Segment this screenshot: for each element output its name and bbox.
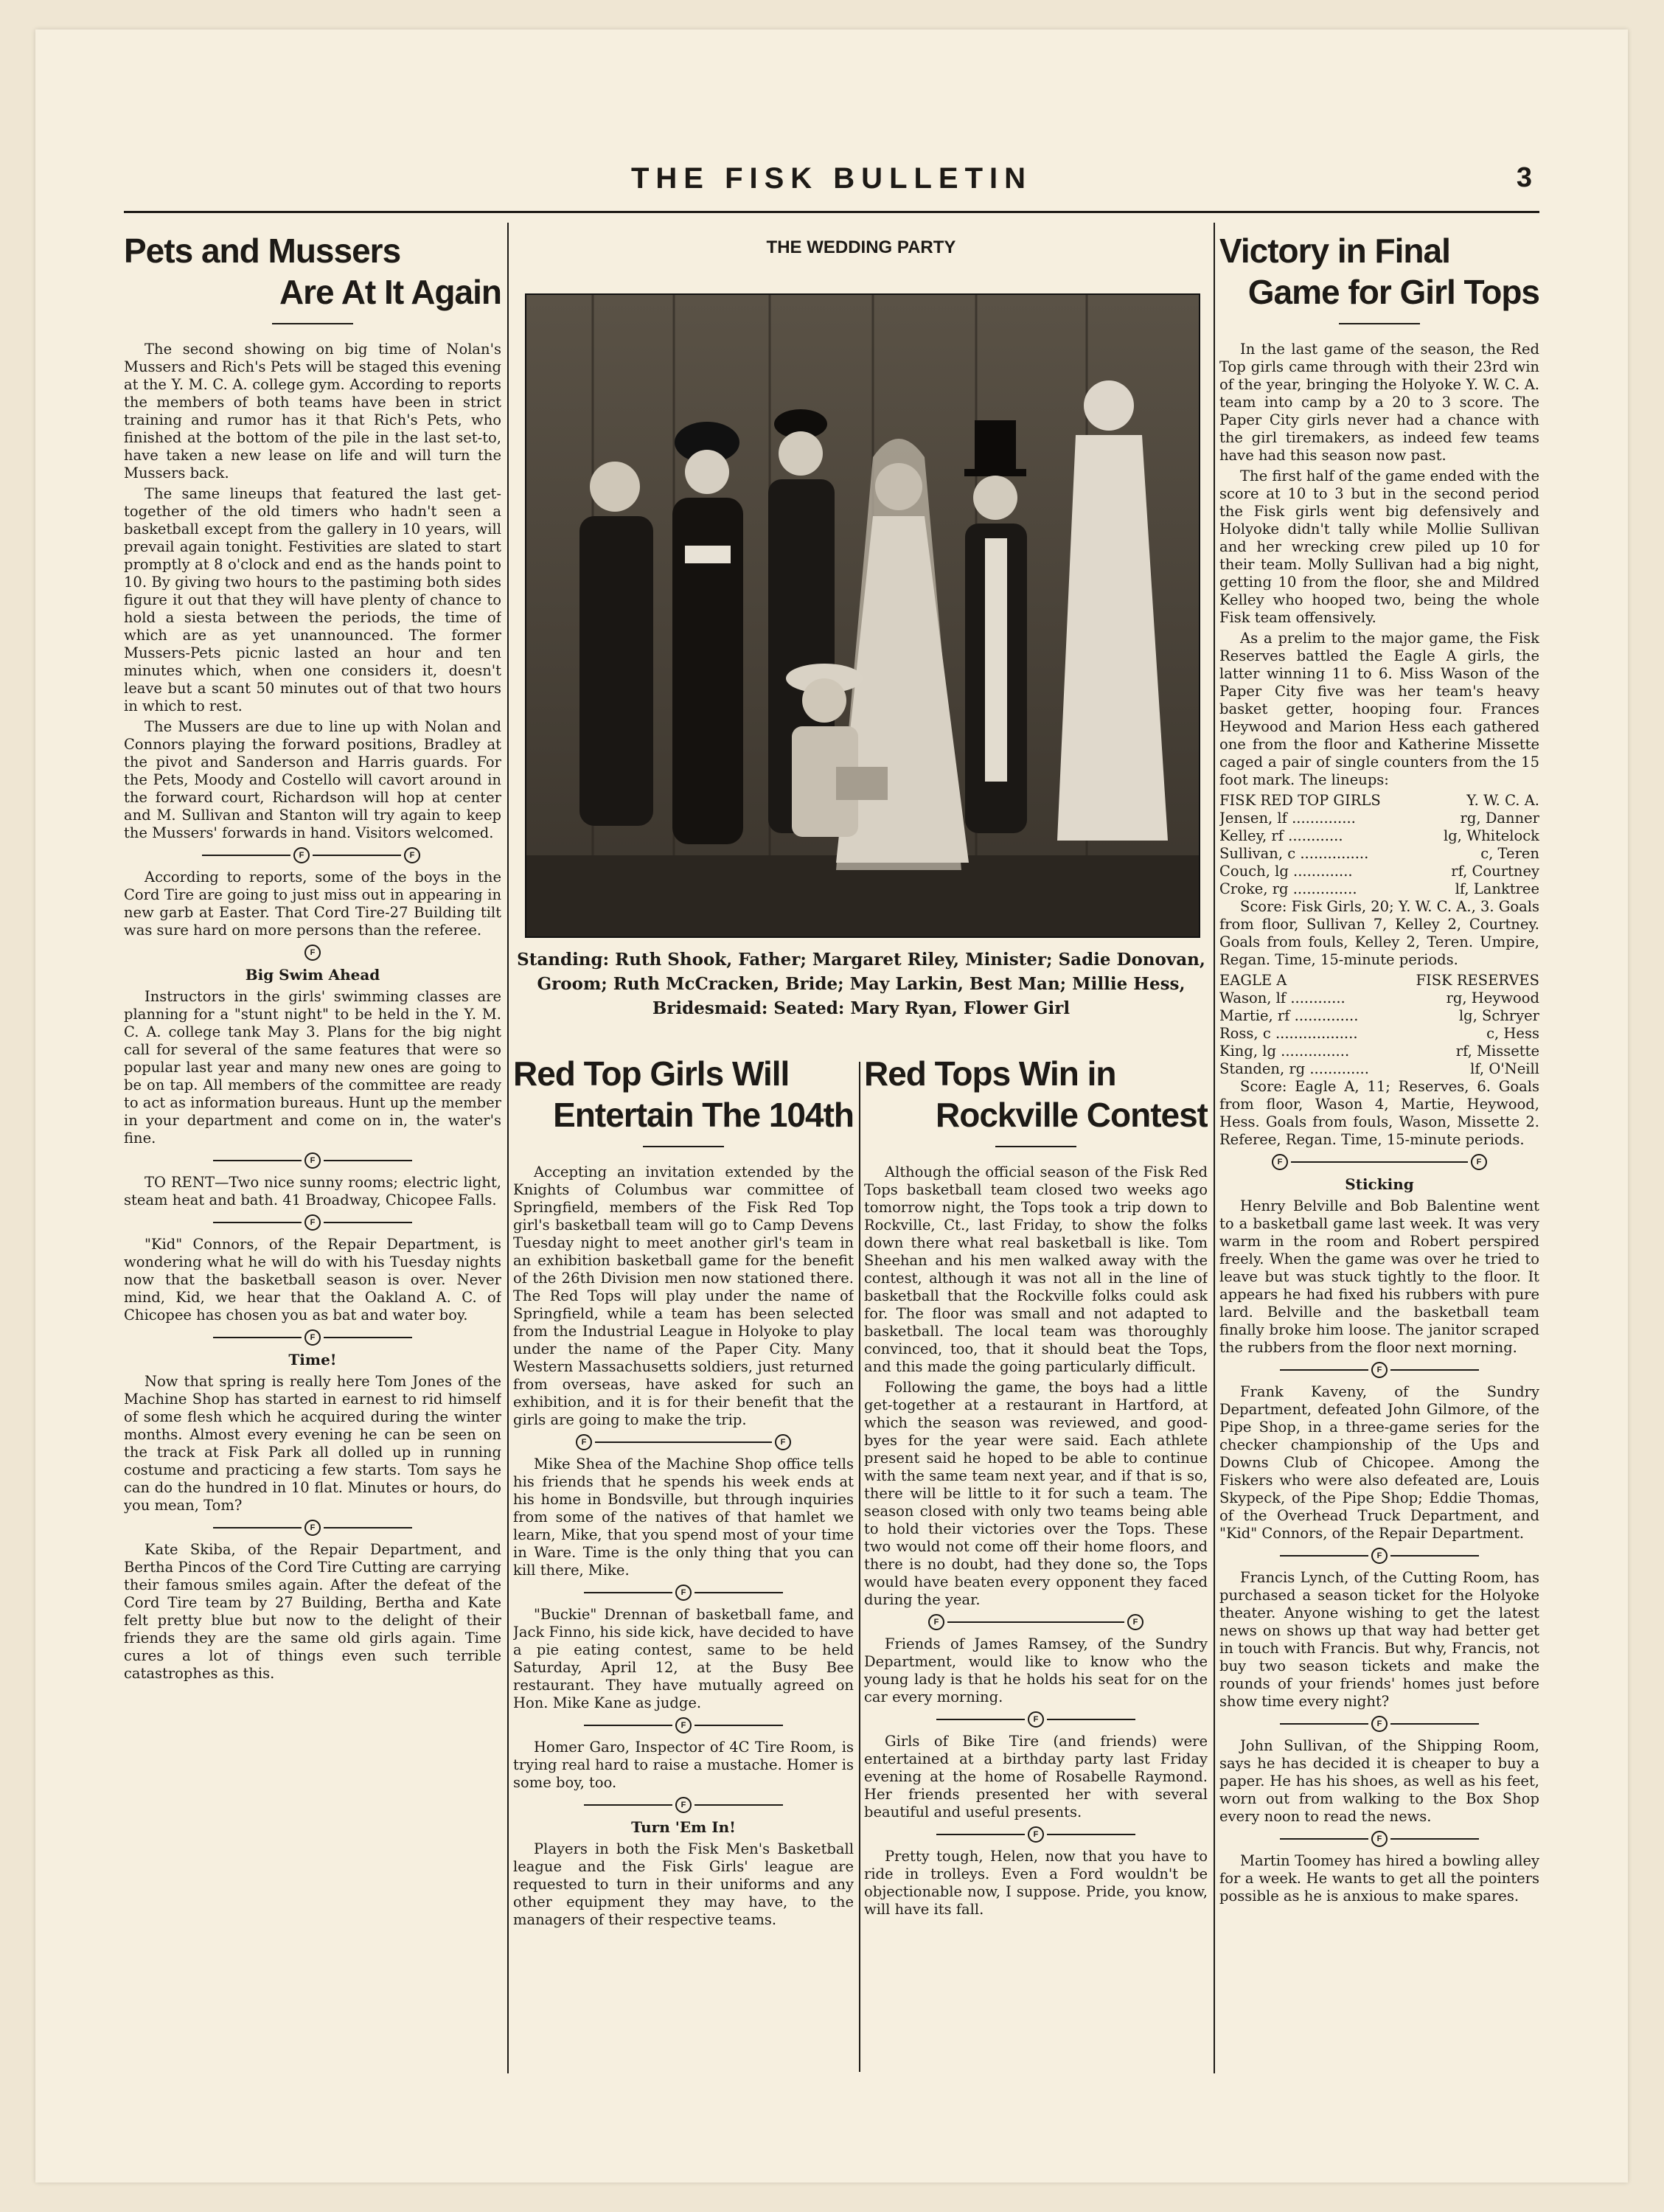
item-bike-tire: Girls of Bike Tire (and friends) were entertained at a birthday party last Friday evening at the home of Rosabelle Raymond. Her friends presented her with several beautiful and useful presents. [864,1733,1208,1820]
item-kid-connors: "Kid" Connors, of the Repair Department, is wondering what he will do with his Tuesday nights now that the basketball season is over. Never mind, Kid, we hear that the Oakland A. C. of Chicopee has chosen you as bat and water boy. [124,1236,501,1324]
headline-red-top-girls-1: Red Top Girls Will [513,1054,790,1093]
article-paragraph: In the last game of the season, the Red Top girls came through with their 23rd win of the year, bringing the Holyoke Y. W. C. A. team into camp by a 20 to 3 score. The Paper City girls never had a chance with the girl tiremakers, as indeed few teams have had this season now past. [1219,341,1539,464]
fisk-separator: F [1219,1714,1539,1734]
headline-victory-1: Victory in Final [1219,232,1450,270]
fisk-separator: F F [124,845,501,866]
article-paragraph: The same lineups that featured the last get-together of the old timers who hadn't seen a basketball except from the gallery in 10 years, will prevail again tonight. Festivities are slated to start promptly at 8 o'clock and end as the hands point to 10. By giving two hours to the pastiming both sides figure it out that they will have plenty of chance to hold a siesta between the periods, the time of which are as yet unannounced. The former Mussers-Pets picnic lasted an hour and ten minutes which, when one considers it, doesn't leave but a scant 50 minutes out of that two hours in which to rest. [124,485,501,714]
fisk-separator: F [1219,1545,1539,1566]
fisk-separator: F [124,1327,501,1348]
item-frank-kaveny: Frank Kaveny, of the Sundry Department, defeated John Gilmore, of the Pipe Shop, in a three-game series for the checker championship of the Ups and Downs Club of Chicopee. Among the Fiskers who were also defeated are, Louis Skypeck, of the Pipe Shop; Eddie Thomas, of the Overhead Truck Department, and "Kid" Connors, of the Repair Department. [1219,1383,1539,1542]
item-cord-tire: According to reports, some of the boys in the Cord Tire are going to just miss out in appearing in new garb at Easter. That Cord Tire-27 Building tilt was sure hard on more persons than the referee. [124,869,501,939]
lineup-row: Kelley, rf ............ lg, Whitelock [1219,827,1539,844]
article-paragraph: The Mussers are due to line up with Nolan and Connors playing the forward positions, Bradley at the pivot and Sanderson and Harris guards. For the Pets, Moody and Costello will cavort around in the forward court, Richardson will hop at center and M. Sullivan and Stanton will try again to keep the Mussers' forwards in hand. Visitors welcomed. [124,718,501,841]
masthead [124,162,1539,213]
wedding-party-illustration [526,295,1199,936]
item-to-rent: TO RENT—Two nice sunny rooms; electric light, steam heat and bath. 41 Broadway, Chicopee Falls. [124,1174,501,1208]
headline-rule [272,323,353,324]
item-turn-em-in: Players in both the Fisk Men's Basketball league and the Fisk Girls' league are requested to turn in their uniforms and any other equipment they may have, to the managers of their respective teams. [513,1840,854,1928]
article-paragraph: The second showing on big time of Nolan's Mussers and Rich's Pets will be staged this evening at the Y. M. C. A. college gym. According to reports the members of both teams have been in strict training and rumor has it that Rich's Pets, who finished at the bottom of the pile in the last set-to, have taken a new lease on life and will turn the Mussers back. [124,341,501,481]
headline-red-top-girls-2: Entertain The 104th [553,1096,854,1134]
photo-caption: Standing: Ruth Shook, Father; Margaret Riley, Minister; Sadie Donovan, Groom; Ruth McCracken, Bride; May Larkin, Best Man; Millie Hess, Bridesmaid: Seated: Mary Ryan, Flower Girl [517,950,1205,1018]
item-martin-toomey: Martin Toomey has hired a bowling alley for a week. He wants to get all the pointers possible as he is anxious to make spares. [1219,1852,1539,1905]
article-paragraph: Following the game, the boys had a little get-together at a restaurant in Hartford, at which the season was reviewed, and good-byes for the year were said. Each athlete present said he hoped to be able to continue with the same team next year, and if that is so, there will be little to it for such a team. The season closed with only two teams being able to hold their victories over the Tops. These two would not come off their home floors, and there is no doubt, had they done so, the Tops would have beaten every opponent they faced during the year. [864,1379,1208,1608]
article-paragraph: Although the official season of the Fisk Red Tops basketball team closed two weeks ago tomorrow night, the Tops took a trip down to Rockville, Ct., last Friday, to show the folks down there what real basketball is like. Tom Sheehan and his men walked away with the contest, although it was not all in the line of basketball that the Rockville folks could ask for. The floor was small and not adapted to basketball. The local team was thoroughly convinced, too, that it should beat the Tops, and this made the going particularly difficult. [864,1164,1208,1375]
column-right [1219,230,1539,2118]
item-time: Now that spring is really here Tom Jones of the Machine Shop has started in earnest to rid himself of some flesh which he acquired during the winter months. Almost every evening he can be seen on the track at Fisk Park all dolled up in running costume and practicing a few starts. Tom says he can do the hundred in 10 flat. Minutes or hours, do you mean, Tom? [124,1373,501,1514]
item-buckie-drennan: "Buckie" Drennan of basketball fame, and Jack Finno, his side kick, have decided to have a pie eating contest, same to be held Saturday, April 12, at the Busy Bee restaurant. They have mutually agreed on Hon. Mike Kane as judge. [513,1606,854,1711]
item-sticking: Henry Belville and Bob Balentine went to a basketball game last week. It was very warm in the room and Robert perspired freely. When the game was over he tried to leave but was stuck tightly to the floor. It appears he had fixed his rubbers with pure lard. Belville and the basketball team finally broke him loose. The janitor scraped the rubbers from the floor next morning. [1219,1197,1539,1356]
lineup-row: Jensen, lf .............. rg, Danner [1219,810,1539,827]
headline-pets-mussers-1: Pets and Mussers [124,232,401,270]
column-rule [859,1062,860,2072]
fisk-separator: F [864,1824,1208,1845]
fisk-separator: F [124,942,501,963]
item-homer-garo: Homer Garo, Inspector of 4C Tire Room, is trying real hard to raise a mustache. Homer is some boy, too. [513,1739,854,1791]
item-kate-skiba: Kate Skiba, of the Repair Department, and Bertha Pincos of the Cord Tire Cutting are carrying their famous smiles again. After the defeat of the Cord Tire team by 27 Building, Bertha and Kate felt pretty blue but now to the delight of their friends they are the same old girls again. Time cures a lot of things even such terrible catastrophes as this. [124,1541,501,1682]
article-paragraph: The first half of the game ended with the score at 10 to 3 but in the second period the Fisk girls went big defensively and Holyoke didn't tally while Mollie Sullivan and her wrecking crew piled up 10 for their team. Molly Sullivan had a big night, getting 10 from the floor, she and Mildred Kelley who hooped two, being the whole Fisk team offensively. [1219,467,1539,626]
lineup-row: Croke, rg .............. lf, Lanktree [1219,880,1539,897]
newspaper-page [35,29,1628,2183]
column-rule [507,223,509,2073]
article-paragraph: As a prelim to the major game, the Fisk Reserves battled the Eagle A girls, the latter winning 11 to 6. Miss Wason of the Paper City five was her team's heavy basket getter, hooping four. Frances Heywood and Marion Hess each gathered one from the floor and Katherine Missette caged a pair of single counters from the 15 foot mark. The lineups: [1219,630,1539,788]
score-summary: Score: Eagle A, 11; Reserves, 6. Goals from floor, Wason 4, Martie, Heywood, Hess. Goals from fouls, Wason, Missette 2. Referee, Regan. Time, 15-minute periods. [1219,1078,1539,1148]
photo-title: THE WEDDING PARTY [766,237,956,257]
lineup-header: EAGLE A FISK RESERVES [1219,972,1539,989]
item-mike-shea: Mike Shea of the Machine Shop office tells his friends that he spends his week ends at his home in Bondsville, but through inquiries from some of the natives of that hamlet we learn, Mike, that you spend most of your time in Ware. Time is the only thing that you can kill there, Mike. [513,1455,854,1579]
lineup-row: Couch, lg ............. rf, Courtney [1219,863,1539,880]
fisk-separator: F [1219,1360,1539,1380]
headline-red-tops-win-1: Red Tops Win in [864,1054,1116,1093]
item-james-ramsey: Friends of James Ramsey, of the Sundry Department, would like to know who the young lady is that he holds his seat for on the car every morning. [864,1635,1208,1705]
column-center-right [864,1053,1208,2085]
score-summary: Score: Fisk Girls, 20; Y. W. C. A., 3. Goals from floor, Sullivan 7, Kelley 2, Courtney. Goals from fouls, Kelley 2, Teren. Umpire, Regan. Time, 15-minute periods. [1219,898,1539,968]
item-pretty-tough: Pretty tough, Helen, now that you have to ride in trolleys. Even a Ford wouldn't be objectionable now, I suppose. Pride, you know, will have its fall. [864,1848,1208,1918]
headline-victory-2: Game for Girl Tops [1247,273,1539,311]
fisk-separator: F [864,1709,1208,1730]
lineup-row: King, lg ............... rf, Missette [1219,1043,1539,1060]
subhead-turn-em-in: Turn 'Em In! [631,1818,736,1836]
fisk-separator: F [124,1517,501,1538]
subhead-sticking: Sticking [1345,1175,1414,1193]
page-number: 3 [1516,162,1532,193]
item-francis-lynch: Francis Lynch, of the Cutting Room, has purchased a season ticket for the Holyoke theater. Anyone wishing to get the latest news on shows up that way had better get in touch with Francis. But why, Francis, not buy two season tickets and make the rounds of your friends' homes just before show time every night? [1219,1569,1539,1710]
headline-rule [995,1146,1076,1147]
fisk-separator: F [513,1795,854,1815]
fisk-separator: F [513,1582,854,1603]
subhead-big-swim: Big Swim Ahead [245,966,380,984]
wedding-party-photo [525,293,1200,938]
fisk-separator: F F [864,1612,1208,1632]
headline-rule [643,1146,724,1147]
lineup-row: Martie, rf .............. lg, Schryer [1219,1007,1539,1024]
item-swim: Instructors in the girls' swimming classes are planning for a "stunt night" to be held in the Y. M. C. A. college tank May 3. Plans for the big night call for several of the same features that were so popular last year and many new ones are going to be on tap. All members of the committee are ready to act as information bureaus. Hunt up the member in your department and come on in, the water's fine. [124,988,501,1147]
fisk-separator: F [124,1150,501,1171]
item-john-sullivan: John Sullivan, of the Shipping Room, says he has decided it is cheaper to buy a paper. He has his shoes, as well as his feet, worn out from walking to the Box Shop every noon to read the news. [1219,1737,1539,1825]
lineup-row: Sullivan, c ............... c, Teren [1219,845,1539,862]
headline-pets-mussers-2: Are At It Again [279,273,501,311]
headline-rule [1339,323,1420,324]
fisk-separator: F [1219,1829,1539,1849]
column-center-left [513,1053,854,2085]
lineup-row: Ross, c .................. c, Hess [1219,1025,1539,1042]
column-rule [1214,223,1215,2073]
headline-red-tops-win-2: Rockville Contest [936,1096,1208,1134]
column-left [124,230,501,2118]
article-paragraph: Accepting an invitation extended by the Knights of Columbus war committee of Springfield, members of the Fisk Red Top girl's basketball team will go to Camp Devens Tuesday night to meet another girl's team in an exhibition basketball game for the benefit of the 26th Division men now stationed there. The Red Tops will play under the name of Springfield, while a team has been selected from the Industrial League in Holyoke to play under the name of the Paper City. Many Western Massachusetts soldiers, just returned from overseas, have asked for such an exhibition, and it is for their benefit that the girls are going to make the trip. [513,1164,854,1428]
lineup-header: FISK RED TOP GIRLS Y. W. C. A. [1219,792,1539,809]
subhead-time: Time! [288,1351,337,1368]
lineup-row: Standen, rg ............. lf, O'Neill [1219,1060,1539,1077]
lineup-row: Wason, lf ............ rg, Heywood [1219,990,1539,1006]
newspaper-title: THE FISK BULLETIN [630,162,1033,195]
fisk-separator: F [513,1715,854,1736]
fisk-separator: F F [1219,1152,1539,1172]
fisk-separator: F [124,1212,501,1233]
fisk-separator: F F [513,1432,854,1453]
